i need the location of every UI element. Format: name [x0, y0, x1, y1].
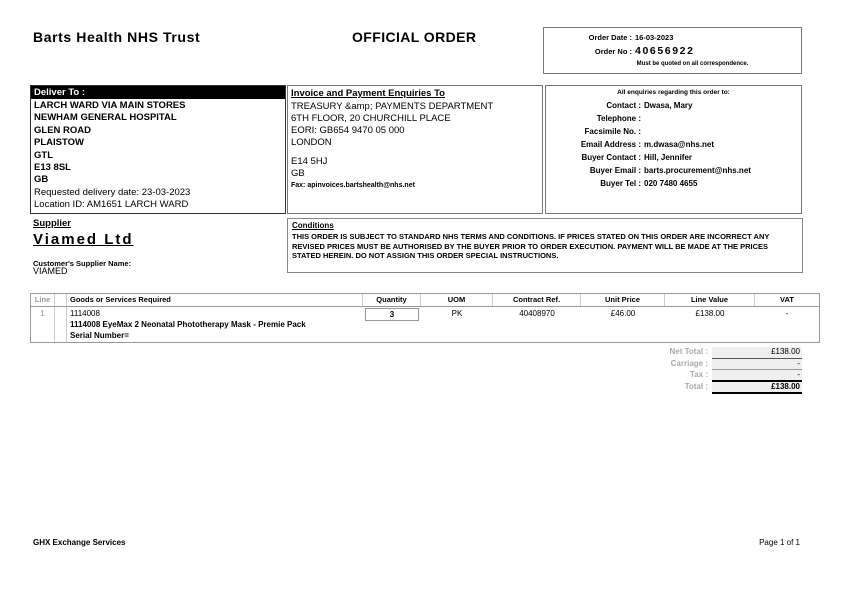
buyer-email-label: Buyer Email : [589, 166, 641, 175]
contact-label: Contact : [606, 101, 641, 110]
contract-ref-value: 40408970 [519, 309, 555, 318]
col-header-unit-price: Unit Price [581, 294, 665, 306]
line-number: 1 [31, 307, 55, 342]
deliver-to-title: Deliver To : [31, 86, 285, 99]
vat-value: - [785, 309, 789, 318]
customer-supplier-name: VIAMED [33, 266, 68, 276]
table-row [31, 307, 819, 342]
deliver-address-line: E13 8SL [34, 162, 71, 174]
facsimile-value [644, 125, 801, 138]
col-header-uom: UOM [421, 294, 493, 306]
net-total-label: Net Total : [669, 347, 708, 356]
net-total-value: £138.00 [712, 347, 802, 359]
tax-label: Tax : [689, 370, 708, 379]
telephone-value [644, 112, 801, 125]
conditions-text: THIS ORDER IS SUBJECT TO STANDARD NHS TERMS AND CONDITIONS. IF PRICES STATED ON THIS ORDER ARE INCORRECT ANY REVISED PRICES MUST BE AUTHORISED BY THE BUYER PRIOR TO ORDER EXECUTION. PAYMENT WILL BE MADE AT THE PRICES STATED HEREIN. DO NOT ASSIGN THIS ORDER SPECIAL INSTRUCTIONS. [292, 232, 770, 261]
unit-price-value: £46.00 [610, 309, 636, 318]
telephone-label: Telephone : [596, 114, 641, 123]
contact-value: Dwasa, Mary [644, 101, 693, 110]
carriage-value: - [712, 359, 802, 371]
invoice-address-line: 6TH FLOOR, 20 CHURCHILL PLACE [291, 113, 451, 124]
row-spacer-cell [55, 307, 67, 342]
requested-delivery-date: Requested delivery date: 23-03-2023 [34, 186, 191, 198]
total-value: £138.00 [712, 382, 802, 394]
col-header-line: Line [31, 294, 55, 306]
line-value-value: £138.00 [695, 309, 725, 318]
supplier-section-title: Supplier [33, 218, 72, 229]
order-no-label: Order No : [594, 47, 632, 56]
customer-supplier-label: Customer's Supplier Name: [33, 259, 132, 268]
col-header-contract-ref: Contract Ref. [493, 294, 581, 306]
invoice-enquiries-box [287, 85, 543, 214]
invoice-address-line: EORI: GB654 9470 05 000 [291, 125, 405, 136]
buyer-contact-label: Buyer Contact : [581, 153, 641, 162]
invoice-address-line: LONDON [291, 137, 332, 148]
location-id: Location ID: AM1651 LARCH WARD [34, 199, 189, 211]
totals-block [620, 347, 802, 393]
deliver-address-line: GLEN ROAD [34, 124, 91, 136]
deliver-address-line: NEWHAM GENERAL HOSPITAL [34, 112, 177, 124]
email-address-value: m.dwasa@nhs.net [644, 140, 715, 149]
col-header-vat: VAT [780, 295, 794, 304]
goods-cell [67, 307, 363, 342]
uom-value: PK [451, 309, 463, 318]
order-note: Must be quoted on all correspondence. [636, 61, 749, 67]
invoice-fax-line: Fax: apinvoices.bartshealth@nhs.net [291, 182, 415, 189]
supplier-name: Viamed Ltd [33, 231, 134, 248]
col-header-spacer [55, 294, 67, 306]
invoice-address-line: E14 5HJ [291, 156, 328, 167]
total-label: Total : [684, 381, 708, 391]
buyer-tel-label: Buyer Tel : [600, 179, 641, 188]
order-no-value: 40656922 [635, 45, 695, 57]
email-address-label: Email Address : [580, 140, 641, 149]
footer-service-name: GHX Exchange Services [33, 538, 126, 547]
invoice-address-line: GB [291, 168, 305, 179]
invoice-enquiries-title: Invoice and Payment Enquiries To [291, 88, 445, 99]
conditions-box [287, 218, 803, 273]
order-date-value: 16-03-2023 [635, 33, 674, 42]
document-title: OFFICIAL ORDER [352, 29, 477, 45]
order-date-label: Order Date : [588, 33, 632, 42]
enquiries-title: All enquiries regarding this order to: [617, 89, 730, 96]
tax-value: - [712, 370, 802, 382]
buyer-contact-value: Hill, Jennifer [644, 153, 693, 162]
goods-code: 1114008 [70, 309, 100, 318]
deliver-address-line: GTL [34, 149, 53, 161]
goods-description: 1114008 EyeMax 2 Neonatal Phototherapy Mask - Premie Pack [70, 319, 306, 329]
buyer-tel-value: 020 7480 4655 [644, 179, 698, 188]
deliver-address-line: PLAISTOW [34, 137, 84, 149]
serial-number: Serial Number= [70, 330, 129, 340]
conditions-title: Conditions [292, 221, 334, 230]
carriage-label: Carriage : [670, 358, 708, 368]
col-header-quantity: Quantity [363, 294, 421, 306]
col-header-goods: Goods or Services Required [67, 294, 363, 306]
order-reference-box [543, 27, 802, 74]
trust-name: Barts Health NHS Trust [33, 29, 201, 45]
col-header-line-value: Line Value [665, 294, 755, 306]
quantity-value: 3 [365, 308, 419, 321]
deliver-address-line: LARCH WARD VIA MAIN STORES [34, 100, 186, 111]
buyer-email-value: barts.procurement@nhs.net [644, 166, 751, 175]
table-header-row [31, 294, 819, 307]
page-number: Page 1 of 1 [759, 538, 800, 547]
quantity-cell [363, 307, 421, 342]
deliver-address-line: GB [34, 174, 49, 186]
facsimile-label: Facsimile No. : [584, 127, 641, 136]
enquiries-contact-box [545, 85, 802, 214]
order-line-table [30, 293, 820, 343]
deliver-to-box [30, 85, 286, 214]
invoice-address-line: TREASURY &amp; PAYMENTS DEPARTMENT [291, 101, 494, 112]
